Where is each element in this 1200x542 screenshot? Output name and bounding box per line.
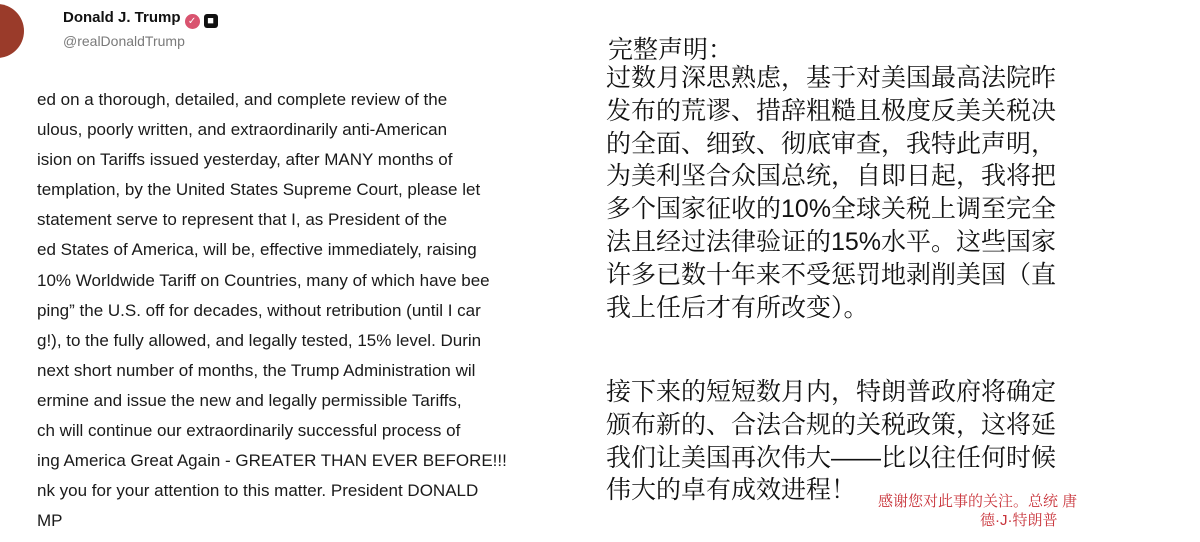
post-body-line: ch will continue our extraordinarily successful process of [37,421,461,441]
verified-badge-icon: ✓ [185,14,200,29]
post-body-line: MP [37,511,63,531]
translation-line: 过数月深思熟虑，基于对美国最高法院昨 [606,64,1057,92]
translation-paragraph-2 [606,376,1056,507]
translation-line: 接下来的短短数月内，特朗普政府将确定 [606,378,1057,406]
author-handle[interactable]: @realDonaldTrump [63,33,185,49]
original-post-panel [0,0,598,542]
author-name-text: Donald J. Trump [63,9,181,26]
post-body-line: ulous, poorly written, and extraordinarily anti-American [37,120,448,140]
post-body-line: ed States of America, will be, effective immediately, raising [37,240,477,260]
post-body-line: ping” the U.S. off for decades, without retribution (until I car [37,300,481,320]
post-body-line: ing America Great Again - GREATER THAN EVER BEFORE!!! [37,451,507,471]
translation-line: 伟大的卓有成效进程！ [606,476,857,505]
post-body-line: ision on Tariffs issued yesterday, after MANY months of [37,150,453,170]
author-name[interactable] [63,9,218,29]
translation-line: 法且经过法律验证的15%水平。这些国家 [606,227,1057,256]
post-body-line: templation, by the United States Supreme Court, please let [37,180,481,200]
translation-line: 颁布新的、合法合规的关税政策，这将延 [606,410,1057,439]
translation-line: 的全面、细致、彻底审查，我特此声明， [606,129,1057,158]
post-body-line: ed on a thorough, detailed, and complete review of the [37,90,448,109]
translation-line: 为美利坚合众国总统，自即日起，我将把 [606,162,1057,191]
translation-line: 我上任后才有所改变）。 [606,293,869,322]
translation-line: 发布的荒谬、措辞粗糙且极度反美关税决 [606,96,1057,125]
post-body-line: next short number of months, the Trump Administration wil [37,360,476,380]
translation-line: 多个国家征收的10%全球关税上调至完全 [606,195,1057,224]
post-body-line: ermine and issue the new and legally permissible Tariffs, [37,390,462,410]
translation-caption-signature: 德·J·特朗普 [980,512,1058,529]
post-body-line: g!), to the fully allowed, and legally tested, 15% level. Durin [37,330,482,350]
translation-heading: 完整声明： [608,36,734,64]
post-body-line: statement serve to represent that I, as President of the [37,210,448,230]
post-body-line: nk you for your attention to this matter. President DONALD [37,481,479,501]
account-label-icon: ■ [204,14,218,28]
avatar[interactable] [0,4,24,58]
translation-paragraph-1 [606,62,1056,324]
translation-caption: 感谢您对此事的关注。总统 唐 [878,493,1078,510]
translation-panel [602,0,1200,542]
post-body-line: 10% Worldwide Tariff on Countries, many of which have bee [37,270,490,290]
translation-line: 许多已数十年来不受惩罚地剥削美国（直 [606,260,1057,289]
post-body [37,85,598,536]
translation-line: 我们让美国再次伟大——比以往任何时候 [606,443,1057,472]
